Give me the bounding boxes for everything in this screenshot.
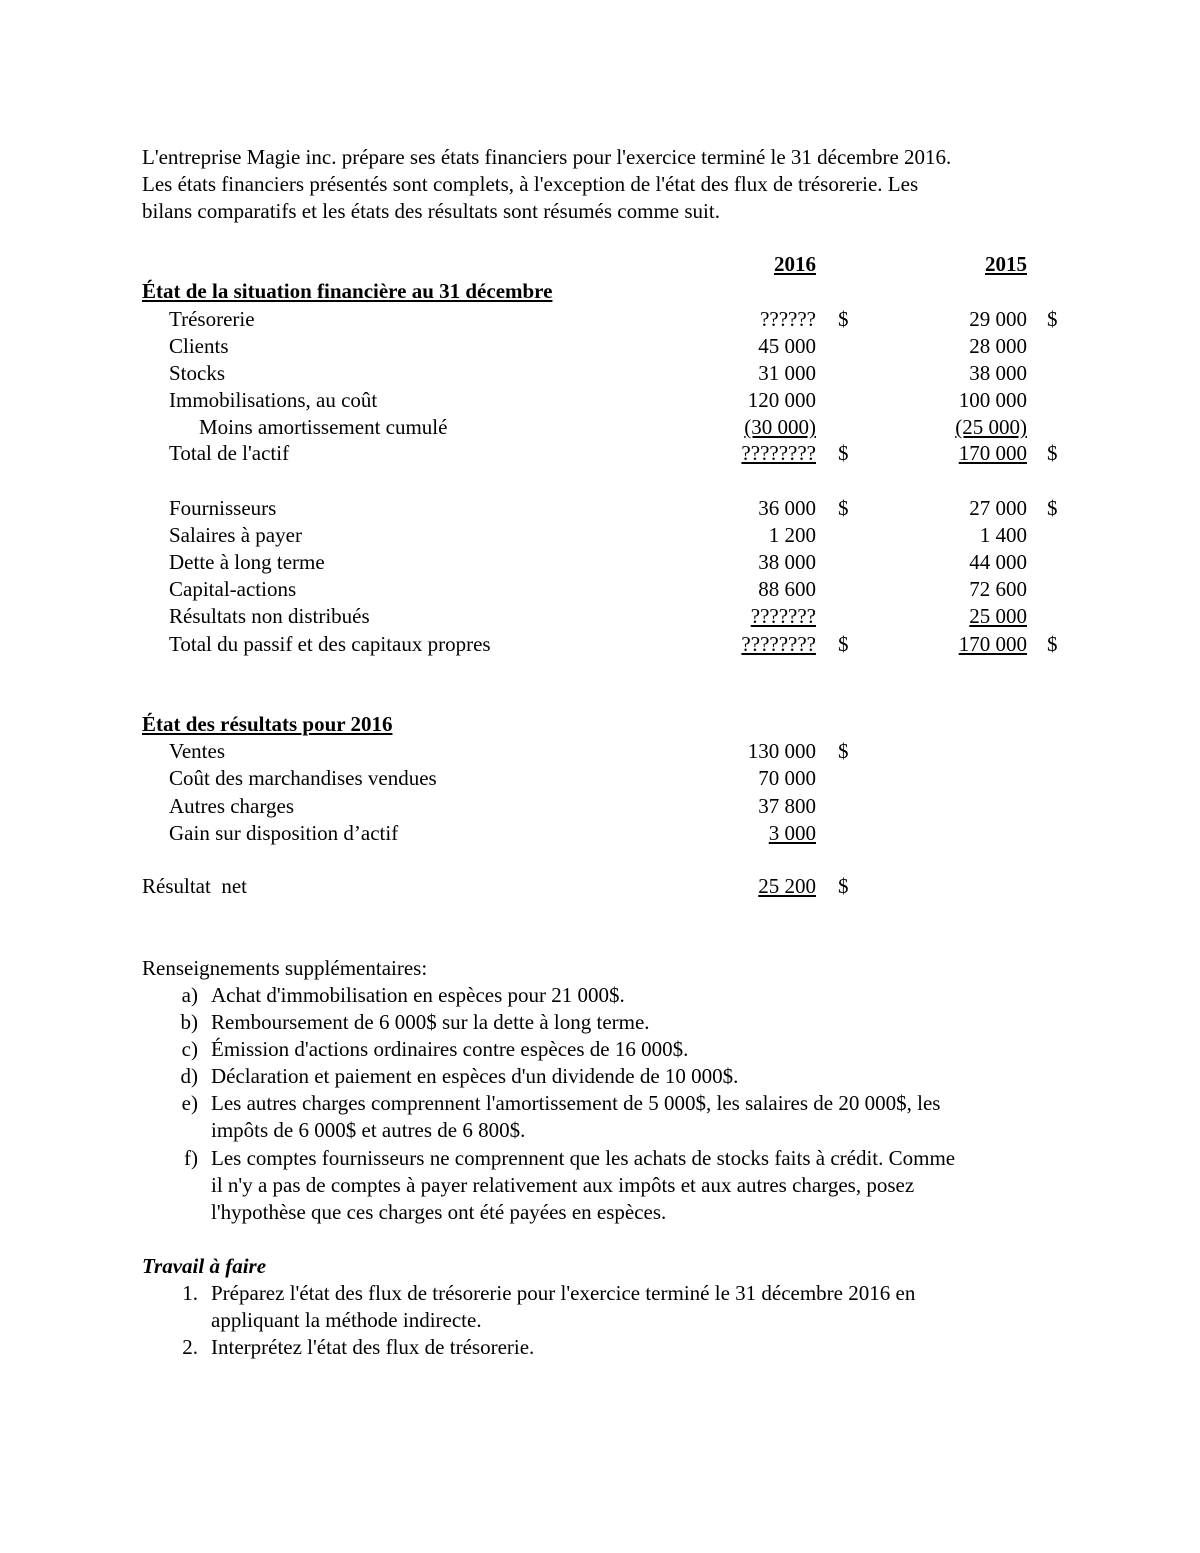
net-income-value: 25 200 [758, 874, 816, 898]
list-marker: f) [184, 1146, 198, 1170]
intro-line: bilans comparatifs et les états des résultats sont résumés comme suit. [142, 199, 720, 223]
list-item: Émission d'actions ordinaires contre espèces de 16 000$. [211, 1037, 689, 1061]
row-label: Clients [169, 334, 229, 358]
currency-symbol: $ [1047, 307, 1058, 331]
currency-symbol: $ [1047, 496, 1058, 520]
value-2015: 170 000 [958, 441, 1027, 465]
row-label: Fournisseurs [169, 496, 277, 520]
value-2015: (25 000) [955, 415, 1027, 439]
value-2015: 44 000 [969, 550, 1027, 574]
list-item-continuation: il n'y a pas de comptes à payer relativement aux impôts et aux autres charges, posez [211, 1173, 915, 1197]
list-item: Achat d'immobilisation en espèces pour 21 000$. [211, 983, 625, 1007]
balance-sheet-title: État de la situation financière au 31 décembre [142, 279, 553, 303]
net-income-label: Résultat net [142, 874, 247, 898]
value-2016: 88 600 [758, 577, 816, 601]
value-2016: 3 000 [768, 821, 816, 845]
list-marker: e) [181, 1091, 198, 1115]
list-marker: 1. [182, 1281, 198, 1305]
value-2016: ?????? [760, 307, 816, 331]
row-label: Total de l'actif [169, 441, 290, 465]
list-marker: 2. [182, 1335, 198, 1359]
value-2016: ??????? [750, 604, 816, 628]
value-2015: 170 000 [958, 632, 1027, 656]
row-label: Trésorerie [169, 307, 255, 331]
row-label: Ventes [169, 739, 225, 763]
value-2016: 70 000 [758, 766, 816, 790]
value-2016: 130 000 [747, 739, 816, 763]
value-2016: (30 000) [744, 415, 816, 439]
intro-line: L'entreprise Magie inc. prépare ses états financiers pour l'exercice terminé le 31 décembre 2016. [142, 145, 952, 169]
value-2016: ???????? [741, 632, 816, 656]
value-2016: 36 000 [758, 496, 816, 520]
currency-symbol: $ [838, 739, 849, 763]
list-marker: d) [180, 1064, 198, 1088]
row-label: Autres charges [169, 794, 294, 818]
row-label: Stocks [169, 361, 226, 385]
list-item: Les autres charges comprennent l'amortissement de 5 000$, les salaires de 20 000$, les [211, 1091, 941, 1115]
row-label: Total du passif et des capitaux propres [169, 632, 491, 656]
currency-symbol: $ [1047, 441, 1058, 465]
value-2015: 28 000 [969, 334, 1027, 358]
currency-symbol: $ [838, 632, 849, 656]
list-item: Les comptes fournisseurs ne comprennent que les achats de stocks faits à crédit. Comme [211, 1146, 956, 1170]
intro-paragraph [142, 144, 1102, 225]
value-2016: ???????? [741, 441, 816, 465]
list-item: Interprétez l'état des flux de trésorerie. [211, 1335, 535, 1359]
value-2015: 100 000 [958, 388, 1027, 412]
income-statement-title: État des résultats pour 2016 [142, 712, 393, 736]
value-2016: 38 000 [758, 550, 816, 574]
row-label: Dette à long terme [169, 550, 325, 574]
value-2016: 45 000 [758, 334, 816, 358]
list-item-continuation: impôts de 6 000$ et autres de 6 800$. [211, 1118, 526, 1142]
value-2015: 27 000 [969, 496, 1027, 520]
value-2016: 37 800 [758, 794, 816, 818]
row-label: Immobilisations, au coût [169, 388, 378, 412]
list-marker: c) [181, 1037, 198, 1061]
value-2015: 1 400 [979, 523, 1027, 547]
currency-symbol: $ [838, 496, 849, 520]
value-2015: 29 000 [969, 307, 1027, 331]
list-item-continuation: appliquant la méthode indirecte. [211, 1308, 482, 1332]
row-label: Salaires à payer [169, 523, 302, 547]
list-marker: a) [181, 983, 198, 1007]
supplementary-info-title: Renseignements supplémentaires: [142, 956, 428, 980]
intro-line: Les états financiers présentés sont complets, à l'exception de l'état des flux de trésorerie. Les [142, 172, 919, 196]
value-2016: 120 000 [747, 388, 816, 412]
value-2015: 25 000 [969, 604, 1027, 628]
value-2015: 72 600 [969, 577, 1027, 601]
row-label: Gain sur disposition d’actif [169, 821, 399, 845]
list-item-continuation: l'hypothèse que ces charges ont été payées en espèces. [211, 1200, 667, 1224]
year-2015-header: 2015 [985, 252, 1027, 276]
row-label: Moins amortissement cumulé [199, 415, 448, 439]
value-2015: 38 000 [969, 361, 1027, 385]
currency-symbol: $ [1047, 632, 1058, 656]
list-item: Préparez l'état des flux de trésorerie pour l'exercice terminé le 31 décembre 2016 en [211, 1281, 916, 1305]
value-2016: 31 000 [758, 361, 816, 385]
list-item: Remboursement de 6 000$ sur la dette à long terme. [211, 1010, 650, 1034]
task-title: Travail à faire [142, 1254, 267, 1278]
list-item: Déclaration et paiement en espèces d'un dividende de 10 000$. [211, 1064, 739, 1088]
list-marker: b) [180, 1010, 198, 1034]
row-label: Capital-actions [169, 577, 297, 601]
year-2016-header: 2016 [774, 252, 816, 276]
currency-symbol: $ [838, 441, 849, 465]
row-label: Coût des marchandises vendues [169, 766, 437, 790]
value-2016: 1 200 [768, 523, 816, 547]
currency-symbol: $ [838, 307, 849, 331]
currency-symbol: $ [838, 874, 849, 898]
row-label: Résultats non distribués [169, 604, 370, 628]
